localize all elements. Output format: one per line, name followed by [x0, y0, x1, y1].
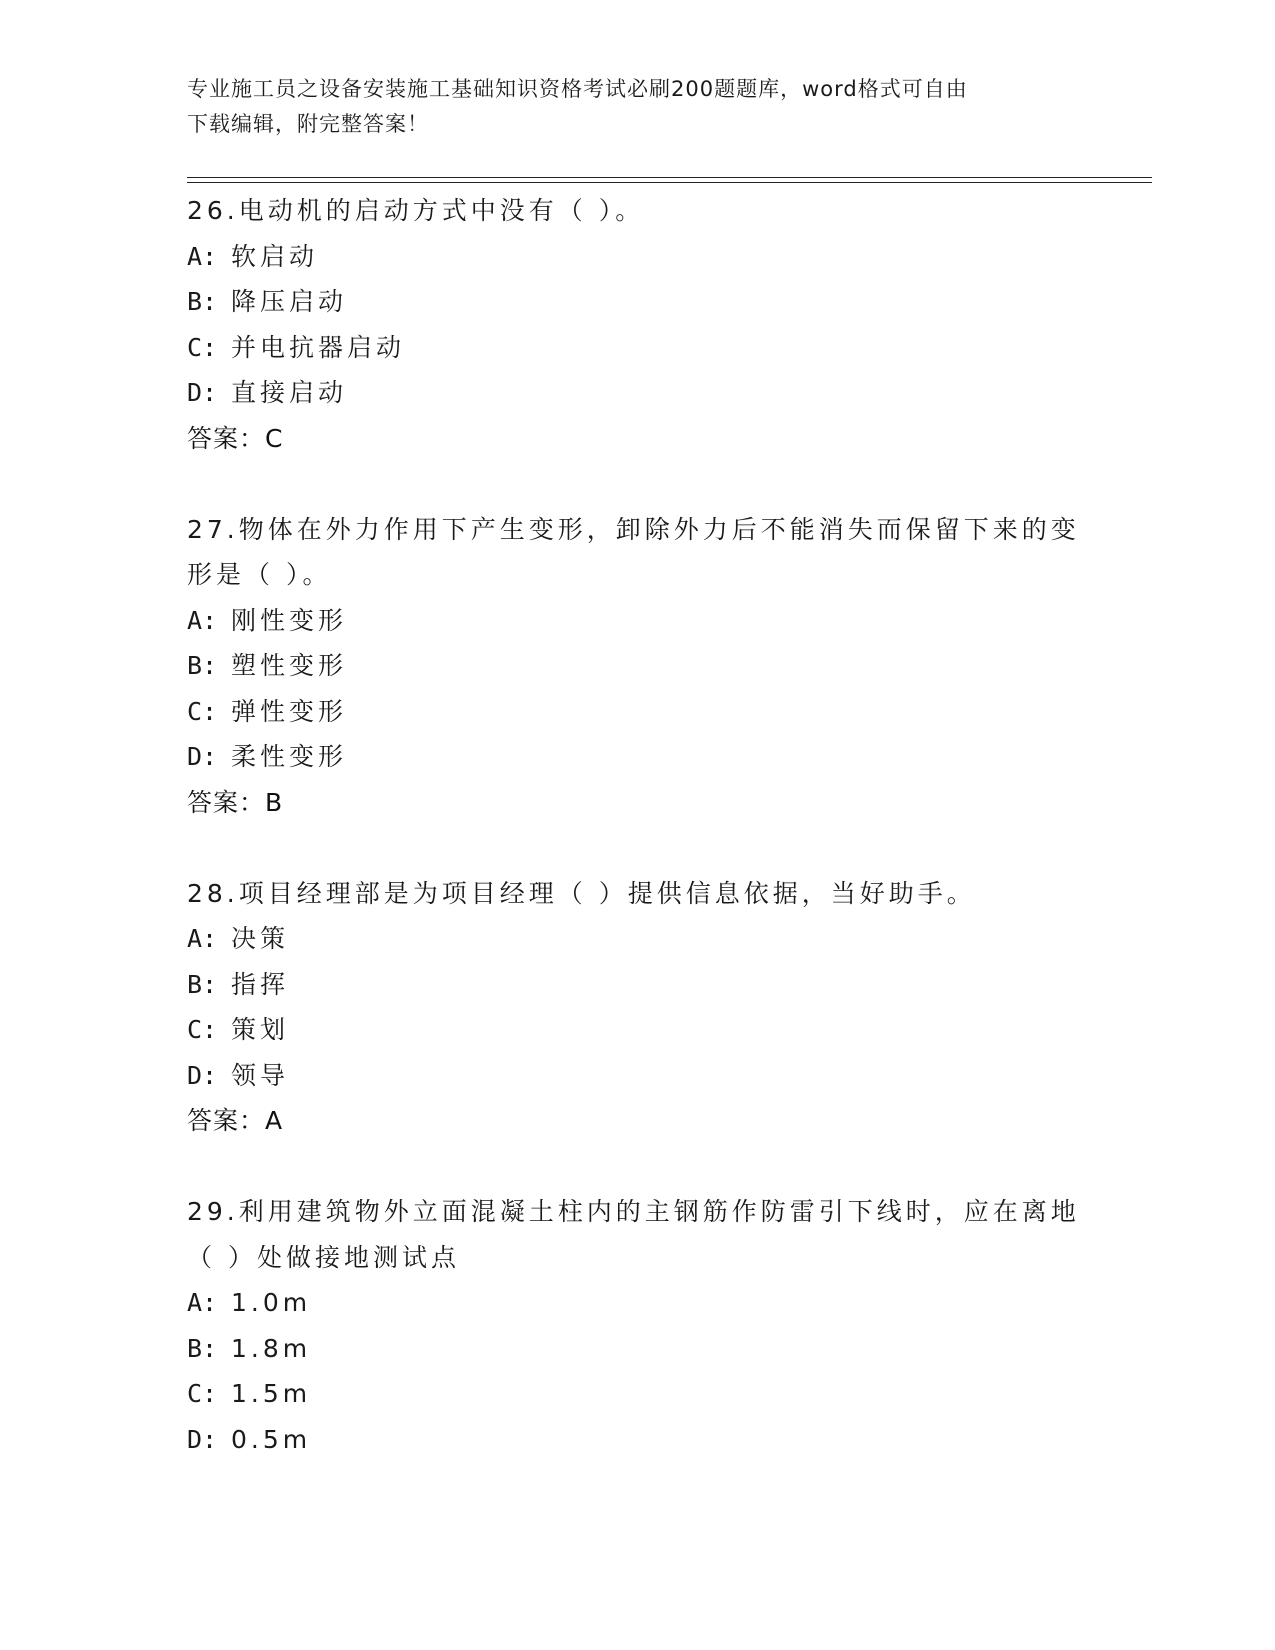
answer-line: 答案：B	[187, 787, 284, 817]
option-letter: C:	[187, 332, 218, 362]
option-text: 降压启动	[231, 287, 348, 316]
option-text: 领导	[231, 1060, 290, 1090]
option-letter: A:	[187, 1288, 218, 1317]
question-26	[187, 188, 1087, 461]
option-a	[187, 1280, 1087, 1326]
question-stem-line-1: 27.物体在外力作用下产生变形，卸除外力后不能消失而保留下来的变	[187, 514, 1080, 544]
option-text: 0.5m	[231, 1424, 312, 1454]
option-d	[187, 370, 1087, 416]
option-letter: B:	[187, 287, 218, 316]
question-28	[187, 871, 1087, 1144]
question-27	[187, 507, 1087, 826]
header-title-line-2: 下载编辑，附完整答案！	[187, 112, 429, 136]
option-b	[187, 279, 1087, 325]
option-letter: D:	[187, 1424, 218, 1454]
option-letter: C:	[187, 1379, 218, 1408]
option-letter: B:	[187, 651, 218, 680]
option-letter: A:	[187, 605, 218, 635]
header-title-line-1: 专业施工员之设备安装施工基础知识资格考试必刷200题题库，word格式可自由	[187, 77, 968, 101]
option-b	[187, 643, 1087, 689]
option-d	[187, 1053, 1087, 1099]
answer-line: 答案：C	[187, 423, 284, 453]
option-d	[187, 1417, 1087, 1463]
question-list	[187, 188, 1087, 1462]
option-text: 1.5m	[231, 1379, 312, 1408]
spacer	[187, 1144, 1087, 1190]
option-c	[187, 325, 1087, 371]
option-letter: A:	[187, 241, 218, 271]
option-text: 塑性变形	[231, 651, 348, 680]
option-text: 软启动	[231, 241, 319, 271]
option-text: 刚性变形	[231, 605, 348, 635]
question-stem-line-2: 形是（ ）。	[187, 560, 332, 589]
question-stem-line-2: （ ）处做接地测试点	[187, 1242, 460, 1272]
question-29	[187, 1189, 1087, 1462]
option-letter: D:	[187, 742, 218, 771]
spacer	[187, 825, 1087, 871]
option-text: 策划	[231, 1015, 290, 1044]
option-text: 指挥	[231, 969, 290, 999]
option-letter: D:	[187, 378, 218, 407]
option-a	[187, 916, 1087, 962]
question-stem-line-1: 29.利用建筑物外立面混凝土柱内的主钢筋作防雷引下线时，应在离地	[187, 1197, 1080, 1226]
document-header	[187, 72, 1087, 142]
option-text: 柔性变形	[231, 742, 348, 771]
answer-line: 答案：A	[187, 1106, 284, 1135]
option-text: 直接启动	[231, 378, 348, 407]
option-letter: B:	[187, 1333, 218, 1363]
option-letter: B:	[187, 969, 218, 999]
header-divider-bottom	[187, 182, 1152, 183]
question-stem: 26.电动机的启动方式中没有（ ）。	[187, 196, 645, 225]
option-letter: D:	[187, 1060, 218, 1090]
option-a	[187, 234, 1087, 280]
option-letter: C:	[187, 1015, 218, 1044]
option-letter: A:	[187, 924, 218, 953]
option-d	[187, 734, 1087, 780]
option-c	[187, 1371, 1087, 1417]
header-divider-top	[187, 177, 1152, 178]
option-text: 决策	[231, 924, 290, 953]
option-text: 并电抗器启动	[231, 332, 406, 362]
option-c	[187, 689, 1087, 735]
option-b	[187, 962, 1087, 1008]
option-letter: C:	[187, 696, 218, 726]
option-b	[187, 1326, 1087, 1372]
option-text: 1.8m	[231, 1333, 312, 1363]
option-c	[187, 1007, 1087, 1053]
question-stem: 28.项目经理部是为项目经理（ ）提供信息依据，当好助手。	[187, 878, 976, 908]
spacer	[187, 461, 1087, 507]
option-a	[187, 598, 1087, 644]
option-text: 弹性变形	[231, 696, 348, 726]
option-text: 1.0m	[231, 1288, 312, 1317]
